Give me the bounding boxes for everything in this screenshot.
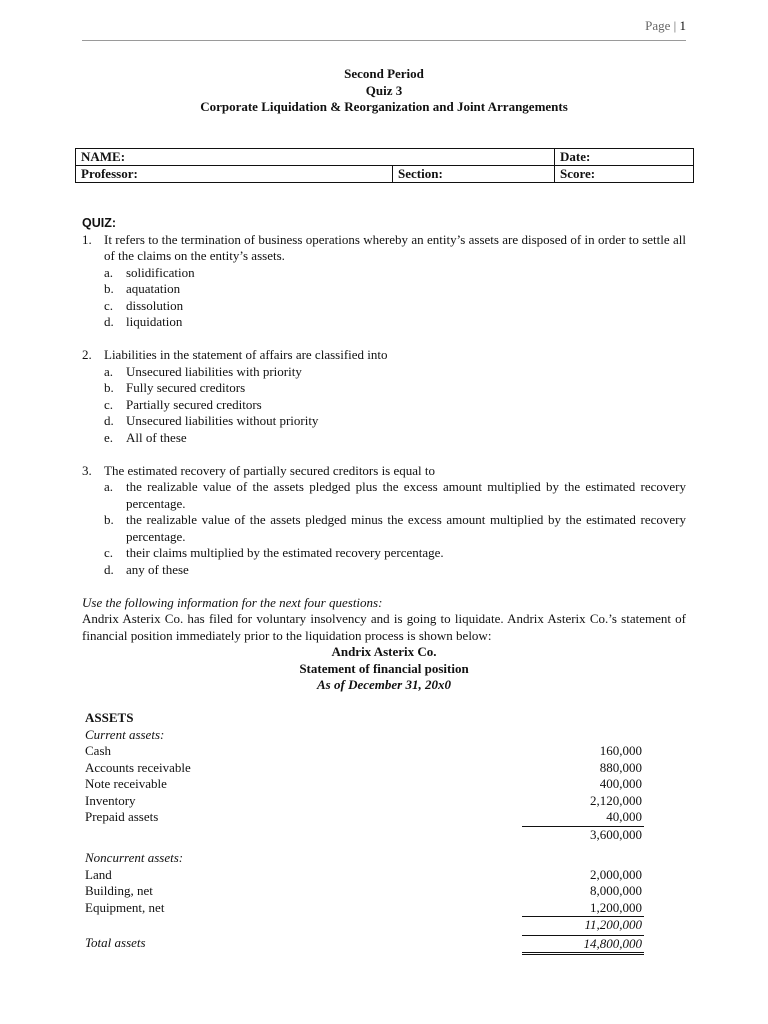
- current-assets-total-row: 3,600,000: [82, 826, 686, 843]
- statement-date: As of December 31, 20x0: [317, 677, 451, 692]
- section-field[interactable]: Section:: [393, 166, 555, 183]
- option[interactable]: a. solidification: [104, 264, 195, 280]
- option[interactable]: e. All of these: [104, 429, 187, 445]
- option[interactable]: d. liquidation: [104, 314, 183, 329]
- option[interactable]: a. Unsecured liabilities with priority: [104, 363, 302, 379]
- info-note: Use the following information for the next four questions:: [82, 594, 383, 610]
- table-row: Inventory 2,120,000: [85, 792, 642, 808]
- table-row: Accounts receivable 880,000: [85, 759, 642, 775]
- table-row: Land 2,000,000: [85, 866, 642, 882]
- statement-title: Statement of financial position: [299, 660, 469, 676]
- noncurrent-assets-heading: Noncurrent assets:: [85, 850, 184, 865]
- title-quiz: Quiz 3: [365, 82, 403, 98]
- option[interactable]: c. Partially secured creditors: [104, 396, 262, 412]
- noncurrent-assets-total-row: 11,200,000: [82, 916, 686, 933]
- date-field[interactable]: Date:: [555, 149, 694, 166]
- table-row: Prepaid assets 40,000: [85, 809, 642, 824]
- name-field[interactable]: NAME:: [76, 149, 555, 166]
- assets-heading: ASSETS: [85, 710, 134, 725]
- option[interactable]: b. Fully secured creditors: [104, 380, 246, 395]
- quiz-heading: QUIZ:: [82, 216, 117, 230]
- professor-field[interactable]: Professor:: [76, 166, 393, 183]
- student-info-table: [75, 148, 694, 183]
- option[interactable]: d. any of these: [104, 561, 189, 577]
- info-text: Andrix Asterix Co. has filed for voluntary insolvency and is going to liquidate. Andrix Asterix Co.’s statement of financial position immediately prior to the liquidation process is shown below:: [82, 611, 686, 643]
- option[interactable]: c. dissolution: [104, 297, 184, 313]
- table-row: Equipment, net 1,200,000: [85, 899, 642, 915]
- option[interactable]: a. the realizable value of the assets pledged plus the excess amount multiplied by the estimated recovery percentage.: [104, 479, 686, 511]
- table-row: Building, net 8,000,000: [85, 883, 642, 898]
- question-3: 3. The estimated recovery of partially secured creditors is equal to: [82, 462, 436, 478]
- score-field[interactable]: Score:: [555, 166, 694, 183]
- current-assets-heading: Current assets:: [85, 726, 165, 742]
- table-row: Note receivable 400,000: [85, 776, 642, 791]
- page-header: [82, 18, 686, 41]
- financial-statement: [82, 710, 686, 951]
- quiz-body: [82, 215, 686, 694]
- company-name: Andrix Asterix Co.: [331, 644, 437, 659]
- question-1: 1. It refers to the termination of business operations whereby an entity’s assets are disposed of in order to settle all of the claims on the entity’s assets.: [82, 231, 686, 263]
- total-assets-row: Total assets 14,800,000: [82, 935, 686, 952]
- title-topic: Corporate Liquidation & Reorganization and Joint Arrangements: [200, 99, 568, 114]
- page-number: Page | 1: [645, 18, 686, 33]
- option[interactable]: c. their claims multiplied by the estimated recovery percentage.: [104, 545, 444, 560]
- table-row: Cash 160,000: [85, 743, 642, 758]
- question-2: 2. Liabilities in the statement of affairs are classified into: [82, 347, 388, 362]
- title-period: Second Period: [344, 66, 424, 81]
- option[interactable]: b. aquatation: [104, 281, 181, 296]
- option[interactable]: d. Unsecured liabilities without priority: [104, 413, 319, 428]
- option[interactable]: b. the realizable value of the assets pledged minus the excess amount multiplied by the estimated recovery percentage.: [104, 512, 686, 544]
- quiz-title: [82, 66, 686, 116]
